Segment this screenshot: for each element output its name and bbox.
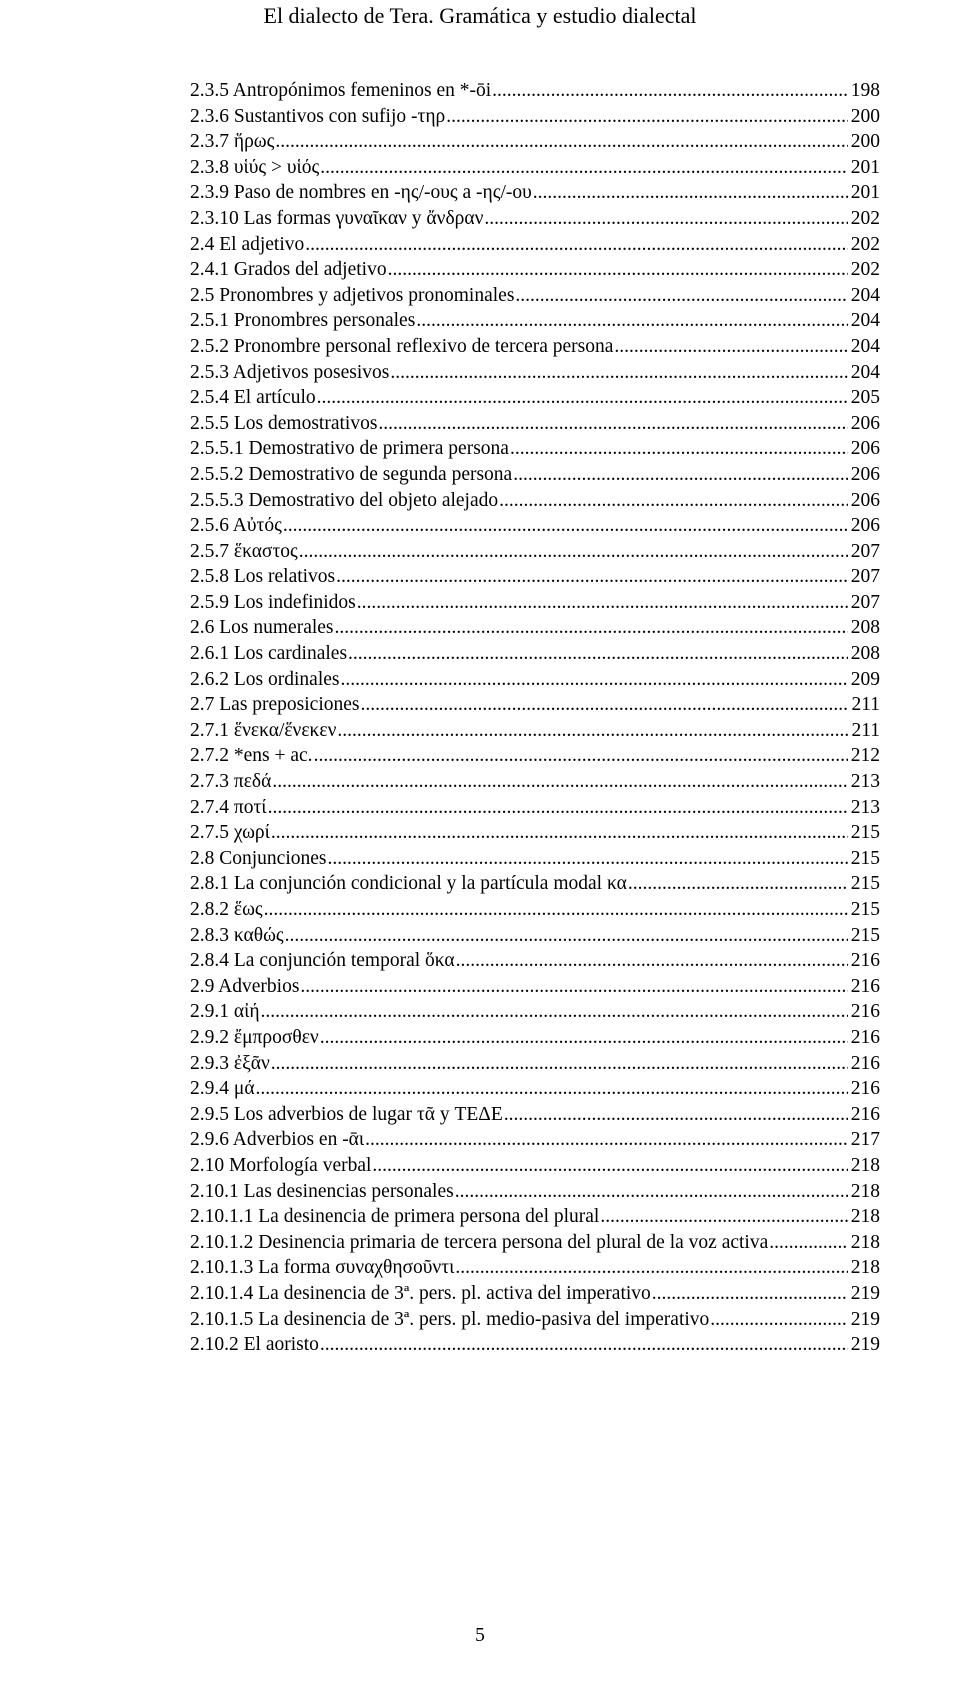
toc-entry-title: 2.8 Conjunciones <box>190 847 327 869</box>
toc-entry-page: 219 <box>850 1334 880 1356</box>
running-header: El dialecto de Tera. Gramática y estudio dialectal <box>263 3 697 28</box>
toc-entry-page: 208 <box>850 617 880 639</box>
toc-entry-title: 2.4.1 Grados del adjetivo <box>190 259 387 281</box>
dot-leader <box>271 820 848 846</box>
toc-entry-page: 213 <box>850 771 880 793</box>
toc-entry <box>190 78 880 104</box>
toc-entry-page: 205 <box>850 387 880 409</box>
toc-entry <box>190 1281 880 1307</box>
toc-entry <box>190 667 880 693</box>
toc-entry-title: 2.6.1 Los cardinales <box>190 643 348 665</box>
toc-entry <box>190 948 880 974</box>
dot-leader <box>628 871 848 897</box>
dot-leader <box>348 641 848 667</box>
toc-entry-title: 2.7.2 *ens + ac. <box>190 745 313 767</box>
toc-entry-title: 2.10 Morfología verbal <box>190 1154 372 1176</box>
toc-entry <box>190 206 880 232</box>
dot-leader <box>340 667 847 693</box>
toc-entry-page: 216 <box>850 1026 880 1048</box>
toc-entry-title: 2.5.3 Adjetivos posesivos <box>190 361 390 383</box>
toc-entry <box>190 436 880 462</box>
toc-entry <box>190 1307 880 1333</box>
dot-leader <box>268 795 848 821</box>
toc-entry-page: 216 <box>850 950 880 972</box>
toc-entry <box>190 232 880 258</box>
toc-entry-title: 2.10.1.2 Desinencia primaria de tercera persona del plural de la voz activa <box>190 1231 769 1253</box>
dot-leader <box>283 513 848 539</box>
toc-entry-title: 2.5.6 Αὐτός <box>190 515 282 537</box>
toc-entry-title: 2.5.1 Pronombres personales <box>190 310 416 332</box>
toc-entry-title: 2.5.7 ἕκαστος <box>190 540 298 562</box>
dot-leader <box>320 155 847 181</box>
dot-leader <box>337 718 848 744</box>
toc-entry-page: 207 <box>850 540 880 562</box>
toc-entry <box>190 871 880 897</box>
toc-entry-title: 2.10.2 El aoristo <box>190 1334 319 1356</box>
dot-leader <box>416 308 847 334</box>
dot-leader <box>390 360 847 386</box>
toc-entry <box>190 897 880 923</box>
toc-entry <box>190 743 880 769</box>
dot-leader <box>652 1281 848 1307</box>
toc-entry-page: 204 <box>850 335 880 357</box>
toc-entry-page: 202 <box>850 233 880 255</box>
toc-entry-page: 215 <box>850 924 880 946</box>
toc-entry <box>190 180 880 206</box>
dot-leader <box>317 385 848 411</box>
toc-entry-page: 216 <box>850 1103 880 1125</box>
toc-entry-page: 202 <box>850 259 880 281</box>
toc-entry-title: 2.10.1.3 La forma συναχθησοῦντι <box>190 1257 455 1279</box>
toc-entry-page: 211 <box>851 694 880 716</box>
toc-entry-page: 206 <box>850 412 880 434</box>
toc-entry-page: 204 <box>850 310 880 332</box>
toc-entry-title: 2.6 Los numerales <box>190 617 334 639</box>
toc-entry <box>190 1051 880 1077</box>
toc-entry <box>190 257 880 283</box>
page-number: 5 <box>475 1625 485 1646</box>
toc-entry <box>190 1025 880 1051</box>
toc-entry-page: 213 <box>850 796 880 818</box>
toc-entry-title: 2.9.4 μά <box>190 1078 255 1100</box>
dot-leader <box>314 743 848 769</box>
toc-entry <box>190 769 880 795</box>
dot-leader <box>372 1153 847 1179</box>
dot-leader <box>484 206 847 232</box>
toc-entry <box>190 334 880 360</box>
dot-leader <box>769 1230 848 1256</box>
toc-entry <box>190 513 880 539</box>
toc-entry <box>190 1204 880 1230</box>
dot-leader <box>320 1025 848 1051</box>
dot-leader <box>300 974 847 1000</box>
toc-entry-title: 2.10.1.4 La desinencia de 3ª. pers. pl. activa del imperativo <box>190 1282 651 1304</box>
toc-entry <box>190 692 880 718</box>
toc-entry <box>190 999 880 1025</box>
toc-entry <box>190 411 880 437</box>
toc-entry-page: 206 <box>850 515 880 537</box>
dot-leader <box>455 1179 848 1205</box>
toc-entry <box>190 1230 880 1256</box>
toc-entry-page: 216 <box>850 1052 880 1074</box>
toc-entry <box>190 385 880 411</box>
dot-leader <box>357 590 848 616</box>
toc-entry <box>190 283 880 309</box>
toc-entry <box>190 488 880 514</box>
toc-entry-page: 204 <box>850 284 880 306</box>
toc-entry <box>190 590 880 616</box>
toc-entry-page: 204 <box>850 361 880 383</box>
dot-leader <box>533 180 848 206</box>
toc-entry <box>190 923 880 949</box>
toc-entry-page: 219 <box>850 1308 880 1330</box>
dot-leader <box>256 1076 848 1102</box>
toc-entry-title: 2.3.8 υἱύς > υἱός <box>190 156 320 178</box>
dot-leader <box>515 283 847 309</box>
dot-leader <box>388 257 848 283</box>
toc-entry-title: 2.7.4 ποτί <box>190 796 267 818</box>
dot-leader <box>492 78 848 104</box>
dot-leader <box>264 897 848 923</box>
toc-entry-title: 2.3.10 Las formas γυναῖκαν y ἄνδραν <box>190 207 484 229</box>
toc-entry-title: 2.10.1.5 La desinencia de 3ª. pers. pl. medio-pasiva del imperativo <box>190 1308 710 1330</box>
dot-leader <box>456 948 848 974</box>
toc-entry-page: 211 <box>851 719 880 741</box>
toc-entry-title: 2.3.6 Sustantivos con sufijo -τηρ <box>190 105 446 127</box>
toc-entry-page: 215 <box>850 873 880 895</box>
toc-entry-title: 2.3.5 Antropónimos femeninos en *-ōi <box>190 80 492 101</box>
toc-entry-title: 2.6.2 Los ordinales <box>190 668 340 690</box>
dot-leader <box>614 334 847 360</box>
toc-entry <box>190 564 880 590</box>
dot-leader <box>275 129 847 155</box>
toc-entry-page: 215 <box>850 822 880 844</box>
toc-entry-title: 2.5.5.2 Demostrativo de segunda persona <box>190 463 513 485</box>
toc-entry-title: 2.7.3 πεδά <box>190 771 272 793</box>
toc-entry <box>190 615 880 641</box>
dot-leader <box>600 1204 847 1230</box>
toc-entry <box>190 129 880 155</box>
toc-entry-page: 206 <box>850 489 880 511</box>
dot-leader <box>513 462 848 488</box>
toc-entry-title: 2.9.1 αἰή <box>190 1001 260 1023</box>
toc-entry <box>190 820 880 846</box>
toc-entry <box>190 1153 880 1179</box>
toc-entry <box>190 462 880 488</box>
toc-entry-page: 206 <box>850 463 880 485</box>
toc-entry <box>190 104 880 130</box>
toc-entry-title: 2.5.5.1 Demostrativo de primera persona <box>190 438 509 460</box>
toc-entry-page: 219 <box>850 1282 880 1304</box>
toc-entry-title: 2.8.3 καθώς <box>190 924 284 946</box>
toc-entry-title: 2.9.6 Adverbios en -ᾱι <box>190 1129 365 1151</box>
toc-entry-page: 212 <box>850 745 880 767</box>
toc-entry-title: 2.7 Las preposiciones <box>190 694 360 716</box>
toc-entry <box>190 308 880 334</box>
dot-leader <box>446 104 847 130</box>
dot-leader <box>361 692 849 718</box>
dot-leader <box>320 1332 848 1358</box>
dot-leader <box>504 1102 848 1128</box>
toc-entry <box>190 360 880 386</box>
toc-entry-page: 201 <box>850 182 880 204</box>
toc-entry-page: 207 <box>850 566 880 588</box>
toc-entry <box>190 974 880 1000</box>
dot-leader <box>365 1127 848 1153</box>
toc-entry-page: 218 <box>850 1180 880 1202</box>
toc-entry <box>190 155 880 181</box>
toc-entry-title: 2.5.2 Pronombre personal reflexivo de tercera persona <box>190 335 614 357</box>
toc-entry-page: 198 <box>850 80 880 101</box>
toc-entry <box>190 1332 880 1358</box>
toc-entry-page: 207 <box>850 591 880 613</box>
toc-entry-page: 216 <box>850 975 880 997</box>
toc-entry <box>190 1255 880 1281</box>
toc-entry-title: 2.10.1 Las desinencias personales <box>190 1180 454 1202</box>
toc-entry <box>190 1102 880 1128</box>
toc-entry-title: 2.8.2 ἕως <box>190 899 263 920</box>
toc-entry-title: 2.8.1 La conjunción condicional y la partícula modal κα <box>190 873 627 895</box>
dot-leader <box>271 1051 848 1077</box>
dot-leader <box>455 1255 847 1281</box>
toc-entry-page: 215 <box>850 899 880 920</box>
dot-leader <box>299 539 848 565</box>
toc-entry <box>190 641 880 667</box>
toc-entry-title: 2.5.8 Los relativos <box>190 566 336 588</box>
toc-entry-title: 2.4 El adjetivo <box>190 233 305 255</box>
toc-entry <box>190 795 880 821</box>
dot-leader <box>335 615 848 641</box>
toc-entry-page: 216 <box>850 1001 880 1023</box>
dot-leader <box>305 232 847 258</box>
toc-entry <box>190 1127 880 1153</box>
toc-entry-title: 2.9.5 Los adverbios de lugar τᾶ y ΤΕΔΕ <box>190 1103 503 1125</box>
toc-entry <box>190 718 880 744</box>
toc-entry-page: 208 <box>850 643 880 665</box>
toc-entry-page: 218 <box>850 1206 880 1228</box>
dot-leader <box>510 436 848 462</box>
toc-entry <box>190 846 880 872</box>
toc-entry-page: 206 <box>850 438 880 460</box>
toc-entry-title: 2.5.5.3 Demostrativo del objeto alejado <box>190 489 499 511</box>
dot-leader <box>285 923 848 949</box>
toc-entry-title: 2.3.9 Paso de nombres en -ης/-ους a -ης/-ου <box>190 182 532 204</box>
toc-entry-title: 2.10.1.1 La desinencia de primera persona del plural <box>190 1206 600 1228</box>
toc-entry-title: 2.9 Adverbios <box>190 975 300 997</box>
toc-entry <box>190 1076 880 1102</box>
toc-entry-page: 218 <box>850 1257 880 1279</box>
toc-entry <box>190 1179 880 1205</box>
dot-leader <box>710 1307 847 1333</box>
dot-leader <box>499 488 848 514</box>
toc-entry-page: 216 <box>850 1078 880 1100</box>
toc-entry-title: 2.5 Pronombres y adjetivos pronominales <box>190 284 515 306</box>
toc-entry-page: 218 <box>850 1154 880 1176</box>
toc-entry-page: 202 <box>850 207 880 229</box>
toc-entry-page: 218 <box>850 1231 880 1253</box>
toc-entry-page: 200 <box>850 105 880 127</box>
toc-entry-title: 2.5.4 El artículo <box>190 387 316 409</box>
toc-entry-title: 2.8.4 La conjunción temporal ὅκα <box>190 950 455 972</box>
dot-leader <box>272 769 847 795</box>
dot-leader <box>328 846 848 872</box>
toc-entry-page: 200 <box>850 131 880 153</box>
toc-entry-title: 2.3.7 ἥρως <box>190 131 275 153</box>
toc-entry-page: 201 <box>850 156 880 178</box>
toc-entry-title: 2.5.9 Los indefinidos <box>190 591 356 613</box>
toc-entry-title: 2.9.3 ἐξᾶν <box>190 1052 270 1074</box>
toc-entry-page: 217 <box>850 1129 880 1151</box>
toc-entry-page: 209 <box>850 668 880 690</box>
toc-entry-title: 2.7.1 ἕνεκα/ἕνεκεν <box>190 719 337 741</box>
toc-entry-title: 2.9.2 ἔμπροσθεν <box>190 1026 319 1048</box>
toc-entry-title: 2.7.5 χωρί <box>190 822 270 844</box>
dot-leader <box>336 564 848 590</box>
dot-leader <box>378 411 847 437</box>
toc-entry-page: 215 <box>850 847 880 869</box>
table-of-contents <box>190 78 880 1358</box>
toc-entry <box>190 539 880 565</box>
dot-leader <box>261 999 848 1025</box>
toc-entry-title: 2.5.5 Los demostrativos <box>190 412 378 434</box>
